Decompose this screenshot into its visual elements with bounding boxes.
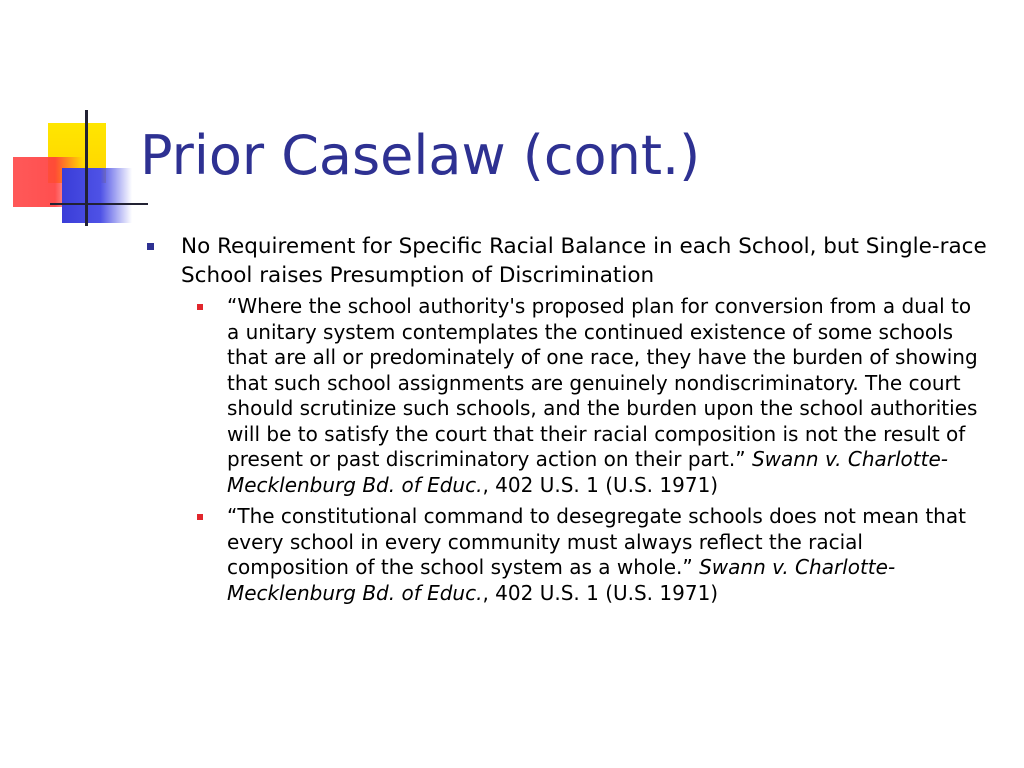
case-name: Swann v. Charlotte-Mecklenburg Bd. of Educ. [227, 555, 896, 605]
case-citation: , 402 U.S. 1 (U.S. 1971) [482, 472, 719, 497]
sub-bullet [145, 504, 1005, 606]
bullet-level1 [145, 232, 1005, 290]
decorative-logo-graphic [0, 0, 150, 240]
logo-vertical-line [85, 110, 88, 226]
sub-bullet-list [145, 294, 1005, 606]
quote-text: “Where the school authority's proposed plan for conversion from a dual to a unitary system contemplates the continued existence of some schools that are all or predominately of one race, they have the burden of showing that such school assignments are genuinely nondiscriminatory. The court should scrutinize such schools, and the burden upon the school authorities will be to satisfy the court that their racial composition is not the result of present or past discriminatory action on their part.” [227, 294, 978, 471]
square-bullet-icon [197, 514, 203, 520]
slide-title: Prior Caselaw (cont.) [140, 124, 701, 187]
case-name: Swann v. Charlotte-Mecklenburg Bd. of Educ. [227, 447, 948, 497]
bullet-level1-text: No Requirement for Specific Racial Balance in each School, but Single-race School raises Presumption of Discrimination [181, 234, 987, 288]
square-bullet-icon [197, 304, 203, 310]
square-bullet-icon [147, 243, 154, 250]
logo-horizontal-line [50, 203, 148, 205]
case-citation: , 402 U.S. 1 (U.S. 1971) [482, 580, 719, 605]
sub-bullet-text [227, 504, 985, 606]
sub-bullet [145, 294, 1005, 498]
quote-text: “The constitutional command to desegregate schools does not mean that every school in every community must always reflect the racial composition of the school system as a whole.” [227, 504, 966, 579]
slide-content [145, 232, 1005, 612]
logo-blue-square [62, 168, 132, 223]
sub-bullet-text [227, 294, 985, 498]
